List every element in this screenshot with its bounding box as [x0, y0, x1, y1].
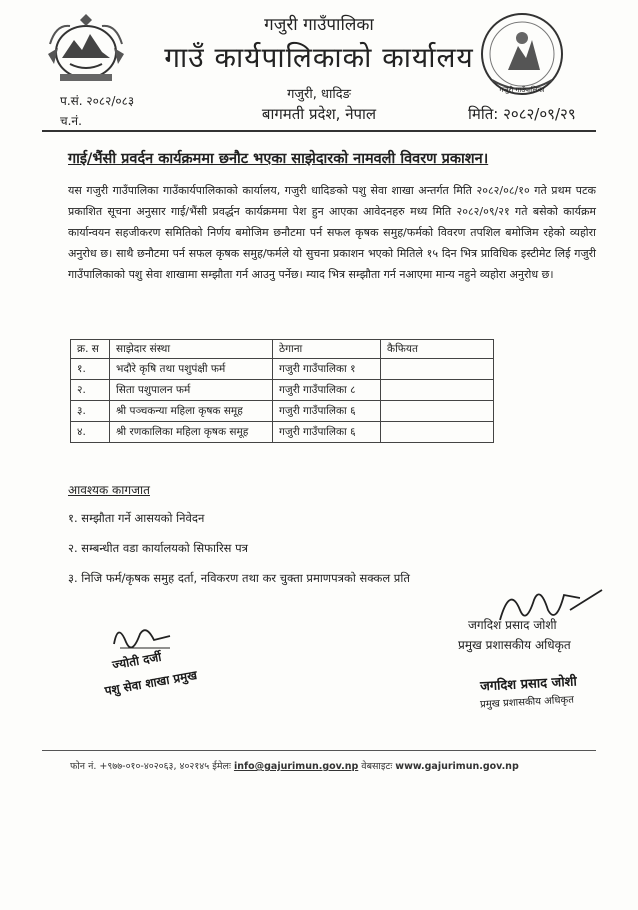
- document-item: २. सम्बन्धीत वडा कार्यालयको सिफारिस पत्र: [68, 541, 248, 555]
- cell-address: गजुरी गाउँपालिका ६: [273, 401, 381, 422]
- header-divider: [42, 130, 596, 132]
- table-row: [71, 380, 494, 401]
- footer: [70, 759, 630, 772]
- cell-remarks: [381, 359, 494, 380]
- fiscal-year: प.सं. २०८२/०८३: [60, 94, 135, 108]
- document-item: १. सम्झौता गर्ने आसयको निवेदन: [68, 511, 205, 525]
- footer-email-link[interactable]: info@gajurimun.gov.np: [233, 761, 359, 772]
- header-partner: साझेदार संस्था: [110, 340, 273, 359]
- cell-partner: श्री पञ्चकन्या महिला कृषक समूह: [110, 401, 273, 422]
- cell-remarks: [381, 380, 494, 401]
- subject-line: गाई/भैंसी प्रवर्दन कार्यक्रममा छनौट भएका साझेदारको नामवली विवरण प्रकाशन।: [68, 151, 489, 167]
- table-row: [71, 359, 494, 380]
- footer-phone: फोन नं. +९७७-०१०-४०२०६३, ४०२१४५: [70, 761, 210, 772]
- document-item: ३. निजि फर्म/कृषक समुह दर्ता, नविकरण तथा कर चुक्ता प्रमाणपत्रको सक्कल प्रति: [68, 571, 410, 585]
- letter-date: मिति: २०८२/०९/२९: [468, 105, 576, 123]
- signatory-title: प्रमुख प्रशासकीय अधिकृत: [458, 638, 571, 652]
- header-remarks: कैफियत: [381, 340, 494, 359]
- stamp-title: प्रमुख प्रशासकीय अधिकृत: [479, 694, 575, 711]
- footer-website-link[interactable]: www.gajurimun.gov.np: [395, 761, 519, 772]
- table-row: [71, 401, 494, 422]
- table-row: [71, 422, 494, 443]
- cell-address: गजुरी गाउँपालिका ६: [273, 422, 381, 443]
- cell-address: गजुरी गाउँपालिका ८: [273, 380, 381, 401]
- cell-remarks: [381, 401, 494, 422]
- cell-partner: श्री रणकालिका महिला कृषक समूह: [110, 422, 273, 443]
- district-line: गजुरी, धादिङ: [287, 87, 351, 102]
- cell-remarks: [381, 422, 494, 443]
- signatory-name: जगदिश प्रसाद जोशी: [468, 618, 557, 632]
- cell-serial: ३.: [71, 401, 110, 422]
- right-emblem-caption: गजुरी गाउँपालिका: [499, 86, 545, 94]
- cell-serial: ४.: [71, 422, 110, 443]
- header-serial: क्र. स: [71, 340, 110, 359]
- left-seal-name: ज्योती दर्जी: [111, 649, 163, 673]
- footer-divider: [42, 750, 596, 751]
- stamp-name: जगदिश प्रसाद जोशी: [479, 674, 578, 695]
- documents-heading: आवश्यक कागजात: [68, 483, 150, 497]
- address-line: बागमती प्रदेश, नेपाल: [261, 105, 377, 123]
- cell-partner: भदौरे कृषि तथा पशुपंक्षी फर्म: [110, 359, 273, 380]
- partner-table: [70, 339, 494, 443]
- municipality-name: गजुरी गाउँपालिका: [264, 15, 374, 35]
- dispatch-number: च.नं.: [60, 114, 82, 128]
- cell-partner: सिता पशुपालन फर्म: [110, 380, 273, 401]
- cell-address: गजुरी गाउँपालिका १: [273, 359, 381, 380]
- footer-email-label: ईमेलः: [212, 761, 231, 772]
- left-seal-title: पशु सेवा शाखा प्रमुख: [103, 667, 199, 698]
- office-title: गाउँ कार्यपालिकाको कार्यालय: [164, 41, 474, 74]
- cell-serial: २.: [71, 380, 110, 401]
- table-header-row: [71, 340, 494, 359]
- footer-web-label: वेबसाइटः: [361, 761, 393, 772]
- cell-serial: १.: [71, 359, 110, 380]
- header-address: ठेगाना: [273, 340, 381, 359]
- body-paragraph: यस गजुरी गाउँपालिका गाउँकार्यपालिकाको कार्यालय, गजुरी धादिङको पशु सेवा शाखा अन्तर्गत मिति २०८२/०८/१० गते प्रथम पटक प्रकाशित सूचना अनुसार गाई/भैंसी प्रवर्द्धन कार्यक्रममा पेश हुन आएका आवेदनहरु मध्य मिति २०८२/०९/२१ गते बसेको कार्यक्रम कार्यान्वयन सहजीकरण समितिको निर्णय बमोजिम छनौटमा पर्न सफल कृषक समुह/फर्मको विवरण तपशिल बमोजिम रहेको व्यहोरा अनुरोध छ। साथै छनौटमा पर्न सफल कृषक समुह/फर्मले यो सुचना प्रकाशन भएको मितिले १५ दिन भित्र प्राविधिक इस्टीमेट लिई गजुरी गाउँपालिकाको पशु सेवा शाखामा सम्झौता गर्न आउनु पर्नेछ। म्याद भित्र सम्झौता गर्न नआएमा मान्य नहुने व्यहोरा अनुरोध छ।: [68, 184, 596, 281]
